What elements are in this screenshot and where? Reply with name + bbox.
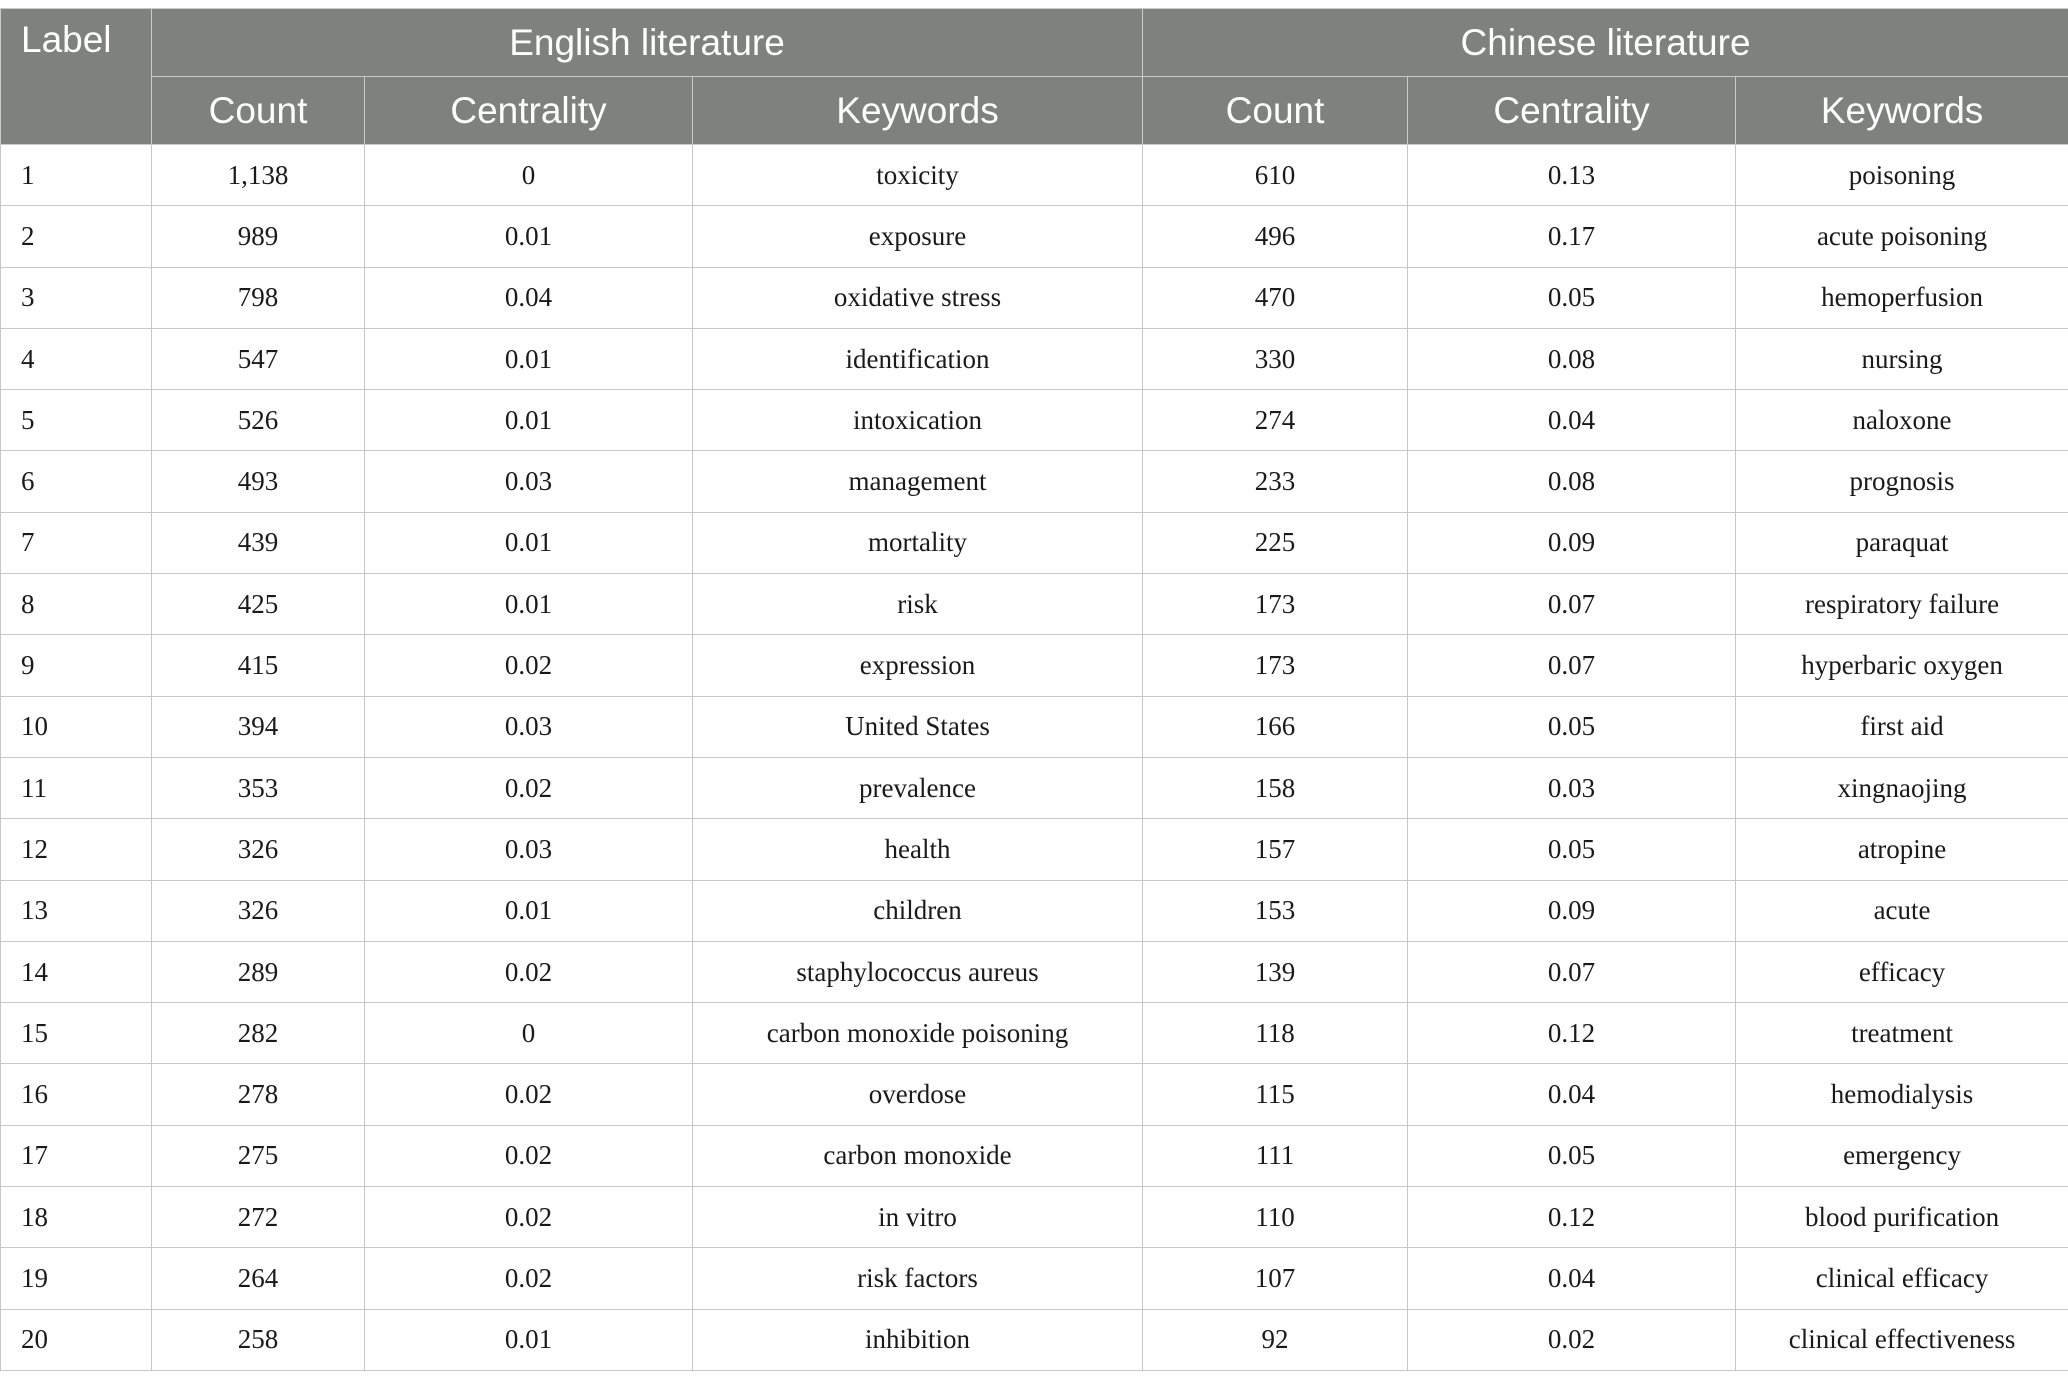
english-centrality-cell: 0.02 bbox=[365, 941, 693, 1002]
english-count-cell: 353 bbox=[152, 757, 365, 818]
english-keywords-header: Keywords bbox=[693, 77, 1143, 145]
chinese-keyword-cell: hyperbaric oxygen bbox=[1736, 635, 2068, 696]
chinese-keyword-cell: hemodialysis bbox=[1736, 1064, 2068, 1125]
english-count-cell: 1,138 bbox=[152, 145, 365, 206]
table-row bbox=[1, 390, 2068, 451]
english-centrality-cell: 0.01 bbox=[365, 512, 693, 573]
chinese-centrality-cell: 0.04 bbox=[1408, 390, 1736, 451]
chinese-count-cell: 157 bbox=[1143, 819, 1408, 880]
table-row bbox=[1, 757, 2068, 818]
english-count-cell: 493 bbox=[152, 451, 365, 512]
chinese-centrality-cell: 0.05 bbox=[1408, 696, 1736, 757]
chinese-centrality-cell: 0.08 bbox=[1408, 328, 1736, 389]
english-keyword-cell: United States bbox=[693, 696, 1143, 757]
table-row bbox=[1, 328, 2068, 389]
chinese-keyword-cell: prognosis bbox=[1736, 451, 2068, 512]
chinese-centrality-cell: 0.12 bbox=[1408, 1187, 1736, 1248]
chinese-count-cell: 225 bbox=[1143, 512, 1408, 573]
english-literature-header: English literature bbox=[152, 9, 1143, 77]
english-count-cell: 326 bbox=[152, 819, 365, 880]
chinese-centrality-cell: 0.04 bbox=[1408, 1248, 1736, 1309]
english-keyword-cell: overdose bbox=[693, 1064, 1143, 1125]
chinese-count-cell: 173 bbox=[1143, 635, 1408, 696]
chinese-centrality-cell: 0.03 bbox=[1408, 757, 1736, 818]
english-keyword-cell: toxicity bbox=[693, 145, 1143, 206]
english-count-cell: 989 bbox=[152, 206, 365, 267]
english-centrality-header: Centrality bbox=[365, 77, 693, 145]
english-count-cell: 326 bbox=[152, 880, 365, 941]
table-header bbox=[1, 9, 2068, 145]
chinese-centrality-cell: 0.02 bbox=[1408, 1309, 1736, 1370]
chinese-keyword-cell: poisoning bbox=[1736, 145, 2068, 206]
english-centrality-cell: 0.01 bbox=[365, 1309, 693, 1370]
chinese-count-header: Count bbox=[1143, 77, 1408, 145]
english-count-cell: 282 bbox=[152, 1003, 365, 1064]
chinese-keyword-cell: nursing bbox=[1736, 328, 2068, 389]
row-label: 17 bbox=[1, 1125, 152, 1186]
chinese-count-cell: 115 bbox=[1143, 1064, 1408, 1125]
row-label: 7 bbox=[1, 512, 152, 573]
english-keyword-cell: carbon monoxide poisoning bbox=[693, 1003, 1143, 1064]
english-count-cell: 425 bbox=[152, 574, 365, 635]
table-row bbox=[1, 512, 2068, 573]
table-row bbox=[1, 1309, 2068, 1370]
chinese-keyword-cell: paraquat bbox=[1736, 512, 2068, 573]
chinese-count-cell: 166 bbox=[1143, 696, 1408, 757]
english-keyword-cell: in vitro bbox=[693, 1187, 1143, 1248]
chinese-centrality-cell: 0.08 bbox=[1408, 451, 1736, 512]
table-row bbox=[1, 574, 2068, 635]
chinese-centrality-cell: 0.07 bbox=[1408, 574, 1736, 635]
chinese-count-cell: 110 bbox=[1143, 1187, 1408, 1248]
table-body bbox=[1, 145, 2068, 1371]
english-count-cell: 264 bbox=[152, 1248, 365, 1309]
english-keyword-cell: oxidative stress bbox=[693, 267, 1143, 328]
table-row bbox=[1, 1187, 2068, 1248]
chinese-keyword-cell: respiratory failure bbox=[1736, 574, 2068, 635]
english-centrality-cell: 0.01 bbox=[365, 390, 693, 451]
chinese-keywords-header: Keywords bbox=[1736, 77, 2068, 145]
label-column-header: Label bbox=[1, 9, 152, 145]
english-keyword-cell: children bbox=[693, 880, 1143, 941]
chinese-count-cell: 470 bbox=[1143, 267, 1408, 328]
chinese-centrality-cell: 0.09 bbox=[1408, 512, 1736, 573]
chinese-count-cell: 139 bbox=[1143, 941, 1408, 1002]
chinese-count-cell: 330 bbox=[1143, 328, 1408, 389]
chinese-keyword-cell: treatment bbox=[1736, 1003, 2068, 1064]
english-count-cell: 394 bbox=[152, 696, 365, 757]
row-label: 3 bbox=[1, 267, 152, 328]
english-centrality-cell: 0.01 bbox=[365, 206, 693, 267]
row-label: 10 bbox=[1, 696, 152, 757]
english-centrality-cell: 0.02 bbox=[365, 757, 693, 818]
chinese-count-cell: 158 bbox=[1143, 757, 1408, 818]
chinese-count-cell: 610 bbox=[1143, 145, 1408, 206]
table-row bbox=[1, 1064, 2068, 1125]
table-row bbox=[1, 880, 2068, 941]
chinese-count-cell: 92 bbox=[1143, 1309, 1408, 1370]
english-count-cell: 798 bbox=[152, 267, 365, 328]
chinese-count-cell: 118 bbox=[1143, 1003, 1408, 1064]
table-row bbox=[1, 267, 2068, 328]
chinese-keyword-cell: hemoperfusion bbox=[1736, 267, 2068, 328]
keyword-table bbox=[0, 8, 2068, 1371]
row-label: 8 bbox=[1, 574, 152, 635]
chinese-centrality-cell: 0.13 bbox=[1408, 145, 1736, 206]
chinese-centrality-cell: 0.07 bbox=[1408, 941, 1736, 1002]
row-label: 9 bbox=[1, 635, 152, 696]
row-label: 19 bbox=[1, 1248, 152, 1309]
chinese-keyword-cell: xingnaojing bbox=[1736, 757, 2068, 818]
english-count-cell: 275 bbox=[152, 1125, 365, 1186]
chinese-centrality-cell: 0.07 bbox=[1408, 635, 1736, 696]
chinese-keyword-cell: emergency bbox=[1736, 1125, 2068, 1186]
chinese-keyword-cell: first aid bbox=[1736, 696, 2068, 757]
english-centrality-cell: 0.02 bbox=[365, 1187, 693, 1248]
chinese-count-cell: 153 bbox=[1143, 880, 1408, 941]
english-keyword-cell: exposure bbox=[693, 206, 1143, 267]
table-row bbox=[1, 145, 2068, 206]
english-centrality-cell: 0 bbox=[365, 1003, 693, 1064]
english-count-cell: 547 bbox=[152, 328, 365, 389]
chinese-count-cell: 111 bbox=[1143, 1125, 1408, 1186]
table-row bbox=[1, 451, 2068, 512]
table-row bbox=[1, 1003, 2068, 1064]
english-keyword-cell: risk bbox=[693, 574, 1143, 635]
english-count-cell: 526 bbox=[152, 390, 365, 451]
row-label: 18 bbox=[1, 1187, 152, 1248]
english-keyword-cell: prevalence bbox=[693, 757, 1143, 818]
row-label: 20 bbox=[1, 1309, 152, 1370]
chinese-centrality-header: Centrality bbox=[1408, 77, 1736, 145]
chinese-keyword-cell: naloxone bbox=[1736, 390, 2068, 451]
row-label: 15 bbox=[1, 1003, 152, 1064]
english-centrality-cell: 0.02 bbox=[365, 1125, 693, 1186]
row-label: 13 bbox=[1, 880, 152, 941]
english-centrality-cell: 0.03 bbox=[365, 819, 693, 880]
row-label: 1 bbox=[1, 145, 152, 206]
english-centrality-cell: 0.01 bbox=[365, 574, 693, 635]
keyword-table-container bbox=[0, 8, 2068, 1371]
english-centrality-cell: 0.02 bbox=[365, 635, 693, 696]
chinese-centrality-cell: 0.04 bbox=[1408, 1064, 1736, 1125]
english-centrality-cell: 0.01 bbox=[365, 328, 693, 389]
english-keyword-cell: mortality bbox=[693, 512, 1143, 573]
english-keyword-cell: staphylococcus aureus bbox=[693, 941, 1143, 1002]
english-centrality-cell: 0 bbox=[365, 145, 693, 206]
english-keyword-cell: management bbox=[693, 451, 1143, 512]
chinese-count-cell: 107 bbox=[1143, 1248, 1408, 1309]
row-label: 11 bbox=[1, 757, 152, 818]
english-keyword-cell: inhibition bbox=[693, 1309, 1143, 1370]
chinese-centrality-cell: 0.05 bbox=[1408, 1125, 1736, 1186]
table-row bbox=[1, 696, 2068, 757]
english-count-cell: 415 bbox=[152, 635, 365, 696]
english-centrality-cell: 0.04 bbox=[365, 267, 693, 328]
chinese-count-cell: 173 bbox=[1143, 574, 1408, 635]
english-count-cell: 272 bbox=[152, 1187, 365, 1248]
english-keyword-cell: risk factors bbox=[693, 1248, 1143, 1309]
table-row bbox=[1, 1248, 2068, 1309]
chinese-literature-header: Chinese literature bbox=[1143, 9, 2068, 77]
english-count-cell: 439 bbox=[152, 512, 365, 573]
row-label: 12 bbox=[1, 819, 152, 880]
chinese-keyword-cell: efficacy bbox=[1736, 941, 2068, 1002]
row-label: 6 bbox=[1, 451, 152, 512]
chinese-keyword-cell: atropine bbox=[1736, 819, 2068, 880]
row-label: 4 bbox=[1, 328, 152, 389]
chinese-keyword-cell: acute bbox=[1736, 880, 2068, 941]
english-count-header: Count bbox=[152, 77, 365, 145]
english-centrality-cell: 0.02 bbox=[365, 1064, 693, 1125]
english-centrality-cell: 0.02 bbox=[365, 1248, 693, 1309]
chinese-keyword-cell: clinical effectiveness bbox=[1736, 1309, 2068, 1370]
table-row bbox=[1, 819, 2068, 880]
chinese-centrality-cell: 0.12 bbox=[1408, 1003, 1736, 1064]
chinese-centrality-cell: 0.09 bbox=[1408, 880, 1736, 941]
chinese-centrality-cell: 0.05 bbox=[1408, 267, 1736, 328]
english-keyword-cell: identification bbox=[693, 328, 1143, 389]
chinese-count-cell: 496 bbox=[1143, 206, 1408, 267]
chinese-centrality-cell: 0.05 bbox=[1408, 819, 1736, 880]
row-label: 14 bbox=[1, 941, 152, 1002]
chinese-keyword-cell: blood purification bbox=[1736, 1187, 2068, 1248]
english-keyword-cell: carbon monoxide bbox=[693, 1125, 1143, 1186]
chinese-count-cell: 274 bbox=[1143, 390, 1408, 451]
chinese-keyword-cell: clinical efficacy bbox=[1736, 1248, 2068, 1309]
table-row bbox=[1, 1125, 2068, 1186]
english-centrality-cell: 0.03 bbox=[365, 696, 693, 757]
english-count-cell: 289 bbox=[152, 941, 365, 1002]
row-label: 2 bbox=[1, 206, 152, 267]
english-centrality-cell: 0.03 bbox=[365, 451, 693, 512]
chinese-centrality-cell: 0.17 bbox=[1408, 206, 1736, 267]
row-label: 5 bbox=[1, 390, 152, 451]
english-keyword-cell: health bbox=[693, 819, 1143, 880]
english-count-cell: 258 bbox=[152, 1309, 365, 1370]
chinese-keyword-cell: acute poisoning bbox=[1736, 206, 2068, 267]
table-row bbox=[1, 941, 2068, 1002]
chinese-count-cell: 233 bbox=[1143, 451, 1408, 512]
row-label: 16 bbox=[1, 1064, 152, 1125]
english-centrality-cell: 0.01 bbox=[365, 880, 693, 941]
english-keyword-cell: expression bbox=[693, 635, 1143, 696]
table-row bbox=[1, 635, 2068, 696]
english-keyword-cell: intoxication bbox=[693, 390, 1143, 451]
english-count-cell: 278 bbox=[152, 1064, 365, 1125]
table-row bbox=[1, 206, 2068, 267]
